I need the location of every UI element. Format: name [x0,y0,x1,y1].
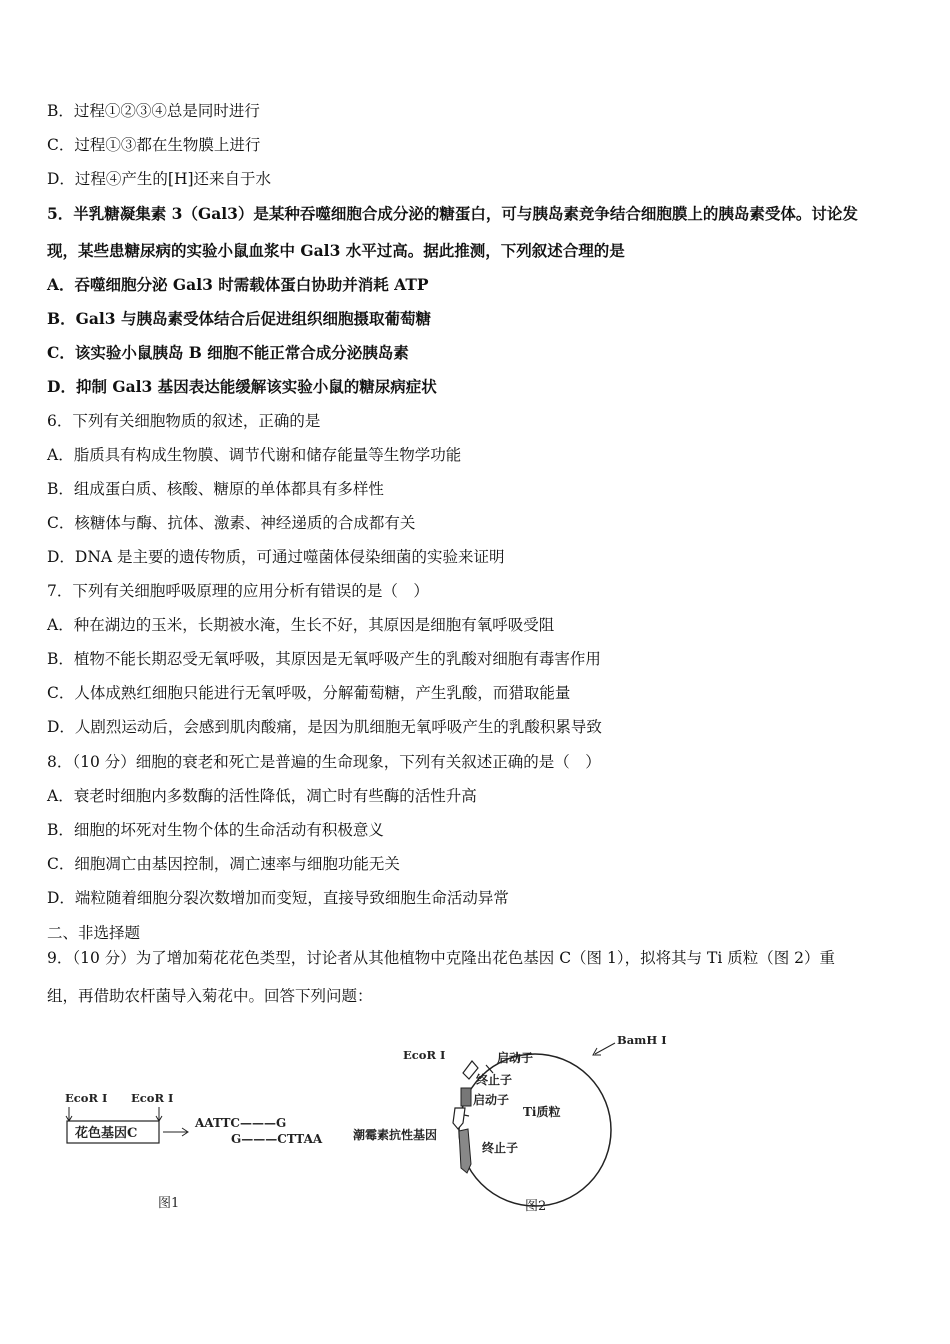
option-a-q6: A．脂质具有构成生物膜、调节代谢和储存能量等生物学功能 [47,446,462,464]
question-5-line-2: 现，某些患糖尿病的实验小鼠血浆中 Gal3 水平过高。据此推测，下列叙述合理的是 [47,241,625,260]
fig2-promoter-2-label: 启动子 [473,1093,510,1107]
fig1-seq-bottom: G———CTTAA [231,1132,323,1146]
fig2-caption: 图2 [525,1199,547,1214]
option-c-q5: C．该实验小鼠胰岛 B 细胞不能正常合成分泌胰岛素 [47,343,409,362]
fig2-plasmid-label: Ti质粒 [523,1105,561,1119]
option-a-q8: A．衰老时细胞内多数酶的活性降低，凋亡时有些酶的活性升高 [47,787,477,805]
fig2-bamhi-arrow [595,1043,615,1054]
fig1-ecori-left: EcoR Ⅰ [65,1091,108,1105]
question-8: 8．（10 分）细胞的衰老和死亡是普遍的生命现象，下列有关叙述正确的是（ ） [47,753,601,771]
option-d-q8: D．端粒随着细胞分裂次数增加而变短，直接导致细胞生命活动异常 [47,889,509,907]
option-d-q7: D．人剧烈运动后，会感到肌肉酸痛，是因为肌细胞无氧呼吸产生的乳酸积累导致 [47,718,602,736]
fig1-gene-label: 花色基因C [75,1126,138,1141]
question-6: 6．下列有关细胞物质的叙述，正确的是 [47,412,321,430]
option-b-q6: B．组成蛋白质、核酸、糖原的单体都具有多样性 [47,480,384,498]
fig1-caption: 图1 [158,1196,180,1211]
question-9-line-2: 组，再借助农杆菌导入菊花中。回答下列问题： [47,987,373,1005]
option-c-q8: C．细胞凋亡由基因控制，凋亡速率与细胞功能无关 [47,855,400,873]
fig1-seq-top: AATTC———G [195,1116,287,1130]
option-c-q7: C．人体成熟红细胞只能进行无氧呼吸，分解葡萄糖，产生乳酸，而猎取能量 [47,684,571,702]
fig2-terminator-1-segment [461,1088,471,1106]
fig2-ecori-label: EcoR Ⅰ [403,1048,446,1062]
figure-1 [55,1080,345,1220]
option-b-q4: B．过程①②③④总是同时进行 [47,102,260,120]
option-c-q6: C．核糖体与酶、抗体、激素、神经递质的合成都有关 [47,514,416,532]
question-5-line-1: 5．半乳糖凝集素 3（Gal3）是某种吞噬细胞合成分泌的糖蛋白，可与胰岛素竞争结合细胞膜上的胰岛素受体。讨论发 [47,204,858,223]
option-b-q7: B．植物不能长期忍受无氧呼吸，其原因是无氧呼吸产生的乳酸对细胞有毒害作用 [47,650,601,668]
figure-2 [345,1028,685,1223]
option-a-q5: A．吞噬细胞分泌 Gal3 时需载体蛋白协助并消耗 ATP [47,275,429,294]
option-a-q7: A．种在湖边的玉米，长期被水淹，生长不好，其原因是细胞有氧呼吸受阻 [47,616,555,634]
fig2-terminator-1-label: 终止子 [476,1073,513,1087]
option-b-q5: B．Gal3 与胰岛素受体结合后促进组织细胞摄取葡萄糖 [47,309,431,328]
fig2-terminator-2-label: 终止子 [482,1141,519,1155]
fig1-ecori-right: EcoR Ⅰ [131,1091,174,1105]
option-b-q8: B．细胞的坏死对生物个体的生命活动有积极意义 [47,821,384,839]
fig2-resistance-label: 潮霉素抗性基因 [353,1128,438,1142]
option-d-q4: D．过程④产生的[H]还来自于水 [47,170,272,188]
fig2-bamhi-label: BamH Ⅰ [617,1033,667,1047]
option-d-q6: D．DNA 是主要的遗传物质，可通过噬菌体侵染细菌的实验来证明 [47,548,505,566]
fig2-promoter-1-label: 启动子 [497,1051,534,1065]
option-c-q4: C．过程①③都在生物膜上进行 [47,136,261,154]
fig2-resistance-segment [459,1129,471,1173]
question-9-line-1: 9．（10 分）为了增加菊花花色类型，讨论者从其他植物中克隆出花色基因 C（图 1），拟将其与 Ti 质粒（图 2）重 [47,949,836,967]
section-heading: 二、非选择题 [47,924,141,942]
fig2-promoter-2-segment [453,1108,465,1129]
option-d-q5: D．抑制 Gal3 基因表达能缓解该实验小鼠的糖尿病症状 [47,377,437,396]
question-7: 7．下列有关细胞呼吸原理的应用分析有错误的是（ ） [47,582,429,600]
